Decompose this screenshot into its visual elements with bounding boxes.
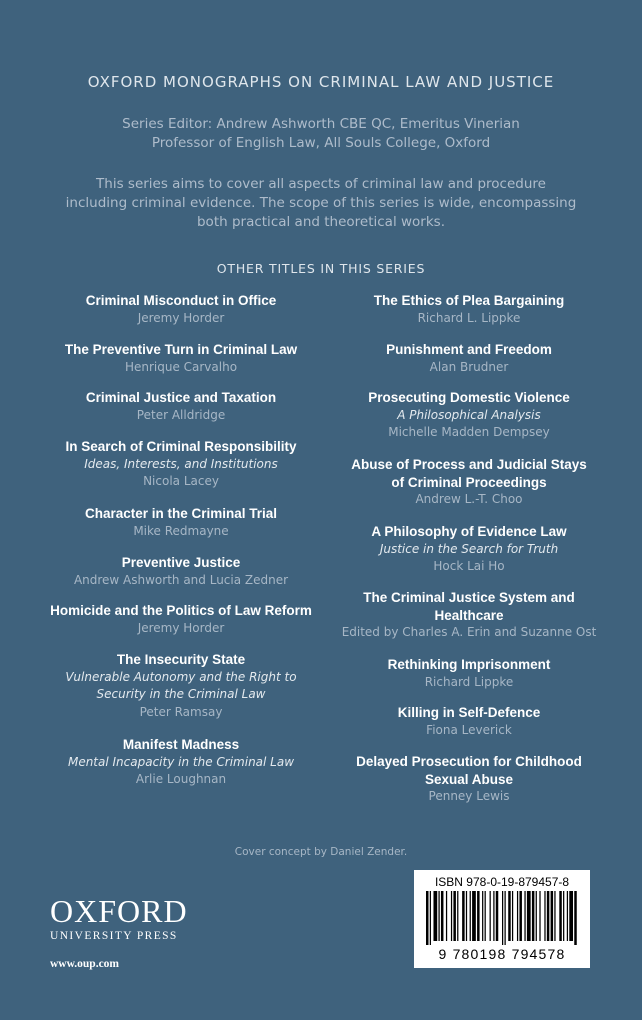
barcode-bar [508, 891, 510, 941]
book-subtitle: A Philosophical Analysis [397, 407, 541, 422]
book-title: In Search of Criminal Responsibility [65, 439, 297, 454]
series-title-entry [21, 736, 341, 789]
barcode-icon [426, 891, 578, 945]
book-author: Jeremy Horder [137, 310, 225, 325]
barcode-bar [524, 891, 525, 941]
isbn-label: ISBN 978-0-19-879457-8 [434, 875, 570, 889]
barcode-bar [457, 891, 458, 941]
oxford-logo: OXFORD [50, 893, 188, 929]
university-press-label: UNIVERSITY PRESS [50, 930, 178, 942]
barcode-bar [567, 891, 568, 941]
book-author: Michelle Madden Dempsey [388, 425, 550, 439]
series-title-entry [309, 456, 629, 509]
barcode-bar [536, 891, 537, 941]
series-title-entry [309, 589, 629, 642]
series-description [0, 175, 642, 232]
description-line: including criminal evidence. The scope of this series is wide, encompassing [65, 195, 577, 211]
barcode-bar [470, 891, 471, 941]
series-title: OXFORD MONOGRAPHS ON CRIMINAL LAW AND JUSTICE [87, 73, 555, 91]
series-title-entry [21, 389, 341, 424]
series-title-entry [309, 656, 629, 691]
description-line: both practical and theoretical works. [196, 214, 445, 230]
barcode-bar [472, 891, 476, 941]
book-title: Abuse of Process and Judicial Stays [351, 457, 587, 472]
book-title: The Criminal Justice System and [363, 590, 575, 605]
book-title: Character in the Criminal Trial [84, 506, 278, 521]
barcode-bar [466, 891, 467, 941]
book-author: Henrique Carvalho [124, 359, 238, 374]
book-title: Prosecuting Domestic Violence [368, 390, 570, 405]
book-title: Punishment and Freedom [386, 342, 552, 357]
book-subtitle: Mental Incapacity in the Criminal Law [67, 754, 295, 769]
isbn-digits: 9 780198 794578 [438, 946, 566, 962]
book-author: Hock Lai Ho [433, 559, 505, 573]
series-title-entry [309, 753, 629, 806]
cover-credit: Cover concept by Daniel Zender. [234, 846, 408, 858]
barcode-bar [482, 891, 483, 941]
barcode-bar [490, 891, 491, 941]
book-title: of Criminal Proceedings [391, 474, 547, 490]
book-title: The Ethics of Plea Bargaining [373, 293, 565, 308]
book-author: Mike Redmayne [133, 523, 229, 538]
series-title-entry [21, 554, 341, 589]
book-author: Andrew L.-T. Choo [415, 492, 523, 506]
book-author: Nicola Lacey [143, 474, 219, 488]
other-titles-heading: OTHER TITLES IN THIS SERIES [216, 261, 426, 276]
barcode-bar [519, 891, 521, 941]
barcode-bar [512, 891, 513, 941]
barcode-bar [493, 891, 494, 941]
book-author: Fiona Leverick [426, 722, 512, 737]
barcode-bar [532, 891, 534, 941]
barcode-bar [496, 891, 498, 941]
barcode-bar [559, 891, 561, 941]
book-subtitle: Security in the Criminal Law [96, 687, 266, 701]
series-title-entry [309, 389, 629, 442]
book-author: Jeremy Horder [137, 620, 225, 635]
isbn-barcode-box [414, 870, 590, 968]
barcode-bar [451, 891, 452, 941]
publisher-url: www.oup.com [50, 958, 120, 970]
book-subtitle: Vulnerable Autonomy and the Right to [65, 669, 297, 684]
barcode-bar [485, 891, 486, 941]
book-title: Rethinking Imprisonment [387, 657, 551, 672]
book-author: Peter Alldridge [136, 407, 226, 422]
book-author: Andrew Ashworth and Lucia Zedner [73, 572, 289, 587]
series-title-entry [309, 292, 629, 327]
barcode-bar [430, 891, 431, 945]
series-title-entry [21, 438, 341, 491]
barcode-bar [574, 891, 576, 945]
book-title: Preventive Justice [121, 555, 241, 570]
book-title: Sexual Abuse [424, 771, 514, 787]
series-editor-line: Series Editor: Andrew Ashworth CBE QC, Emeritus Vinerian [122, 116, 520, 132]
barcode-bar [569, 891, 573, 941]
book-title: The Insecurity State [116, 652, 246, 667]
book-subtitle: Ideas, Interests, and Institutions [84, 456, 278, 471]
book-author: Peter Ramsay [139, 704, 223, 719]
book-title: Criminal Misconduct in Office [85, 293, 277, 308]
series-title-entry [21, 651, 341, 721]
series-title-entry [309, 341, 629, 376]
book-title: Delayed Prosecution for Childhood [356, 754, 582, 769]
barcode-bar [554, 891, 555, 941]
book-subtitle: Justice in the Search for Truth [379, 541, 559, 556]
barcode-bar [544, 891, 545, 941]
barcode-bar [441, 891, 443, 941]
barcode-bar [438, 891, 439, 941]
barcode-bar [517, 891, 518, 941]
book-author: Richard Lippke [424, 674, 514, 689]
barcode-bar [527, 891, 531, 941]
book-author: Penney Lewis [428, 789, 510, 803]
barcode-bar [426, 891, 428, 945]
book-title: Homicide and the Politics of Law Reform [50, 603, 312, 618]
barcode-bar [462, 891, 464, 941]
barcode-bar [563, 891, 564, 941]
series-title-entry [309, 704, 629, 739]
barcode-bar [504, 891, 505, 945]
book-author: Arlie Loughnan [135, 772, 227, 786]
series-title-entry [21, 505, 341, 540]
book-author: Richard L. Lippke [417, 310, 521, 325]
barcode-bar [477, 891, 479, 941]
series-editor-line: Professor of English Law, All Souls College, Oxford [151, 135, 491, 151]
series-title-entry [21, 292, 341, 327]
barcode-bar [547, 891, 549, 941]
book-author: Edited by Charles A. Erin and Suzanne Ost [341, 625, 597, 639]
description-line: This series aims to cover all aspects of criminal law and procedure [96, 176, 546, 192]
series-editor [0, 115, 642, 153]
barcode-bar [433, 891, 437, 941]
barcode-bar [539, 891, 540, 941]
book-title: The Preventive Turn in Criminal Law [64, 342, 298, 357]
barcode-bar [502, 891, 503, 945]
series-title-entry [309, 523, 629, 576]
book-title: Criminal Justice and Taxation [85, 390, 277, 405]
book-author: Alan Brudner [429, 359, 509, 374]
barcode-bar [446, 891, 447, 941]
barcode-bar [551, 891, 553, 941]
series-title-entry [21, 602, 341, 637]
book-title: Healthcare [434, 607, 504, 623]
book-title: Killing in Self-Defence [397, 705, 541, 720]
series-title-entry [21, 341, 341, 376]
book-title: A Philosophy of Evidence Law [371, 524, 567, 539]
barcode-bar [453, 891, 455, 941]
book-title: Manifest Madness [122, 737, 240, 752]
